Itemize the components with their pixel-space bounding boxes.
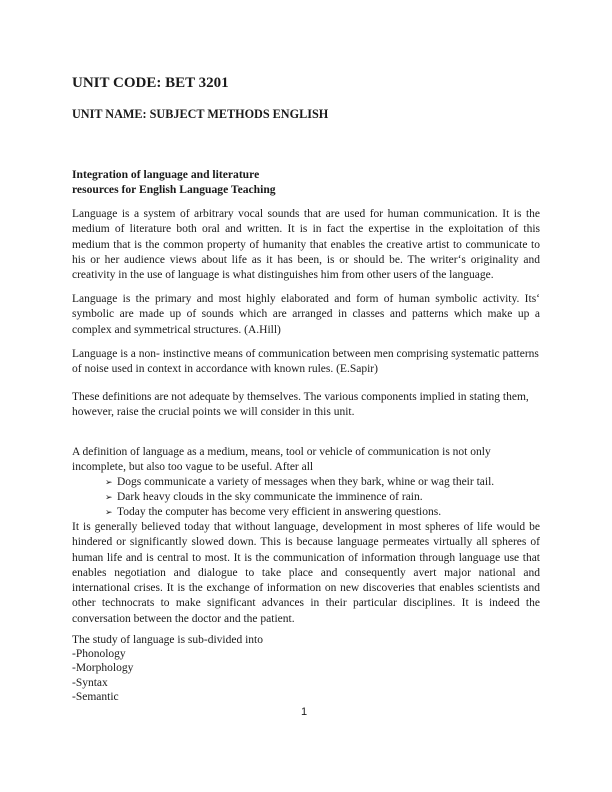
paragraph-definitions-inadequate: These definitions are not adequate by themselves. The various components implied in stating them, however, raise the crucial points we will consider in this unit. [72, 391, 529, 419]
section-title [72, 168, 276, 197]
paragraph-sapir-definition: Language is a non- instinctive means of communication between men comprising systematic patterns of noise used in context in accordance with known rules. (E.Sapir) [72, 348, 539, 376]
study-item-semantic: -Semantic [72, 690, 119, 703]
arrow-bullet-icon: ➢ [105, 477, 113, 487]
section-title-line-2: resources for English Language Teaching [72, 182, 276, 196]
arrow-bullet-icon: ➢ [105, 492, 113, 502]
unit-code-heading: UNIT CODE: BET 3201 [72, 75, 229, 91]
arrow-bullet-icon: ➢ [105, 507, 113, 517]
bullet-list [105, 475, 494, 520]
study-subdivisions [72, 633, 540, 704]
study-item-morphology: -Morphology [72, 662, 134, 675]
bullet-text: Dogs communicate a variety of messages when they bark, whine or wag their tail. [117, 476, 495, 488]
paragraph-medium-definition: A definition of language as a medium, means, tool or vehicle of communication is not only incomplete, but also too vague to be useful. After all [72, 446, 491, 474]
study-item-phonology: -Phonology [72, 648, 126, 661]
study-intro: The study of language is sub-divided into [72, 634, 263, 646]
list-item [105, 475, 494, 490]
list-item [105, 505, 494, 520]
page-number: 1 [301, 706, 308, 718]
paragraph-hill-definition: Language is the primary and most highly elaborated and form of human symbolic activity. Its‘ symbolic are made up of sounds which are arranged in classes and patterns which make up a complex and symmetrical structures. (A.Hill) [72, 293, 540, 336]
section-title-line-1: Integration of language and literature [72, 168, 260, 181]
bullet-text: Dark heavy clouds in the sky communicate the imminence of rain. [117, 491, 423, 503]
unit-name-heading: UNIT NAME: SUBJECT METHODS ENGLISH [72, 107, 329, 121]
study-item-syntax: -Syntax [72, 676, 108, 689]
list-item [105, 490, 494, 505]
bullet-text: Today the computer has become very efficient in answering questions. [117, 506, 442, 518]
paragraph-language-development: It is generally believed today that without language, development in most spheres of life would be hindered or significantly slowed down. This is because language permeates virtually all spheres of human life and is central to most. It is the communication of information through language use that enables negotiation and dialogue to take place and consequently avert major national and international crises. It is the exchange of information on new discoveries that enables scientists and other technocrats to make significant advances in their particular disciplines. It is indeed the conversation between the doctor and the patient. [72, 521, 540, 625]
paragraph-language-definition: Language is a system of arbitrary vocal sounds that are used for human communication. It is the medium of literature both oral and written. It is in fact the expertise in the exploitation of this medium that is the common property of humanity that enables the creative artist to communicate to his or her audience views about life as it has been, is or should be. The writer‘s originality and creativity in the use of language is what distinguishes him from other users of the language. [72, 208, 540, 282]
